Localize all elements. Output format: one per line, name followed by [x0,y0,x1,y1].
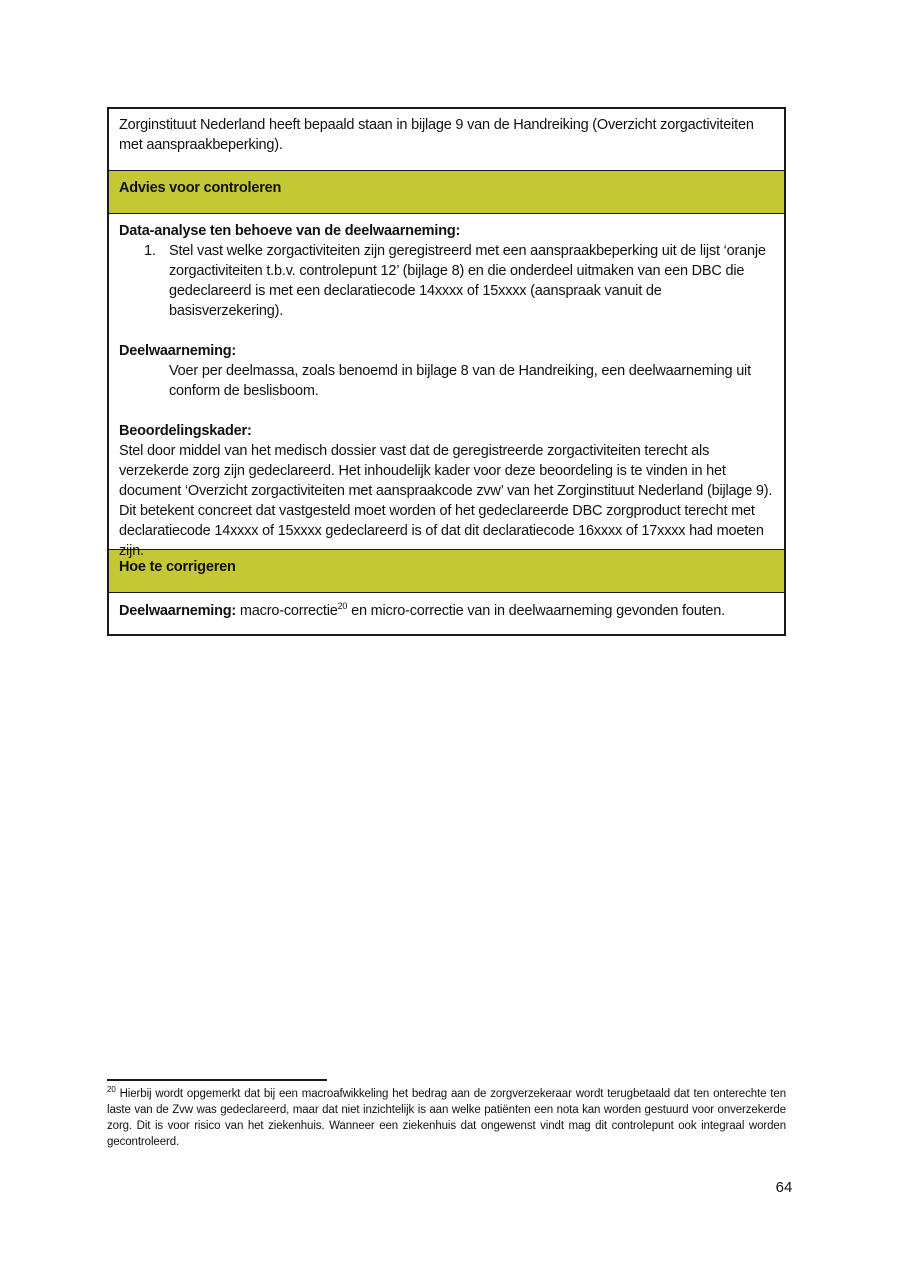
correction-text-after: en micro-correctie van in deelwaarneming gevonden fouten. [347,603,725,619]
advies-header-label: Advies voor controleren [119,180,282,196]
sampling-text: Voer per deelmassa, zoals benoemd in bijlage 8 van de Handreiking, een deelwaarneming uit conform de beslisboom. [169,363,751,399]
correction-text-before: macro-correctie [236,603,338,619]
page-number: 64 [775,1179,793,1196]
list-item-number: 1. [144,243,156,259]
data-analysis-heading: Data-analyse ten behoeve van de deelwaarneming: [119,223,461,239]
list-item [119,241,774,321]
table-row-intro [109,109,784,170]
assessment-heading: Beoordelingskader: [119,423,252,439]
footnote-separator [107,1079,327,1081]
footnote-marker: 20 [107,1085,116,1095]
corrigeren-header-label: Hoe te corrigeren [119,559,236,575]
correction-label: Deelwaarneming: [119,603,237,619]
table-header-corrigeren [109,549,784,592]
assessment-text: Stel door middel van het medisch dossier vast dat de geregistreerde zorgactiviteiten terecht als verzekerde zorg zijn gedeclareerd. Het inhoudelijk kader voor deze beoordeling is te vinden in het document ‘Overzicht zorgactiviteiten met aanspraakcode zvw’ van het Zorginstituut Nederland (bijlage 9). Dit betekent concreet dat vastgesteld moet worden of het gedeclareerde DBC zorgproduct terecht met declaratiecode 14xxxx of 15xxxx gedeclareerd is of dat dit declaratiecode 16xxxx of 17xxxx had moeten zijn. [119,443,773,559]
intro-text: Zorginstituut Nederland heeft bepaald staan in bijlage 9 van de Handreiking (Overzicht zorgactiviteiten met aanspraakbeperking). [119,117,754,153]
footnote-reference: 20 [337,601,348,612]
sampling-heading: Deelwaarneming: [119,343,237,359]
table-header-advies [109,170,784,213]
control-point-table [107,107,786,636]
list-item-text: Stel vast welke zorgactiviteiten zijn geregistreerd met een aanspraakbeperking uit de lijst ‘oranje zorgactiviteiten t.b.v. controlepunt 12’ (bijlage 8) en die onderdeel uitmaken van een DBC die gedeclareerd is met een declaratiecode 14xxxx of 15xxxx (aanspraak vanuit de basisverzekering). [169,243,766,319]
table-row-advice-body [109,213,784,559]
footnote-text: Hierbij wordt opgemerkt dat bij een macroafwikkeling het bedrag aan de zorgverzekeraar wordt terugbetaald dat ten onterechte ten laste van de Zvw was gedeclareerd, maar dat niet inzichtelijk is aan welke patiënten een nota kan worden gestuurd voor onverzekerde zorg. Dit is voor risico van het ziekenhuis. Wanneer een ziekenhuis dat ongewenst vindt mag dit controlepunt ook integraal worden gecontroleerd. [107,1088,786,1148]
footnote [107,1087,786,1151]
table-row-correction [109,592,784,634]
